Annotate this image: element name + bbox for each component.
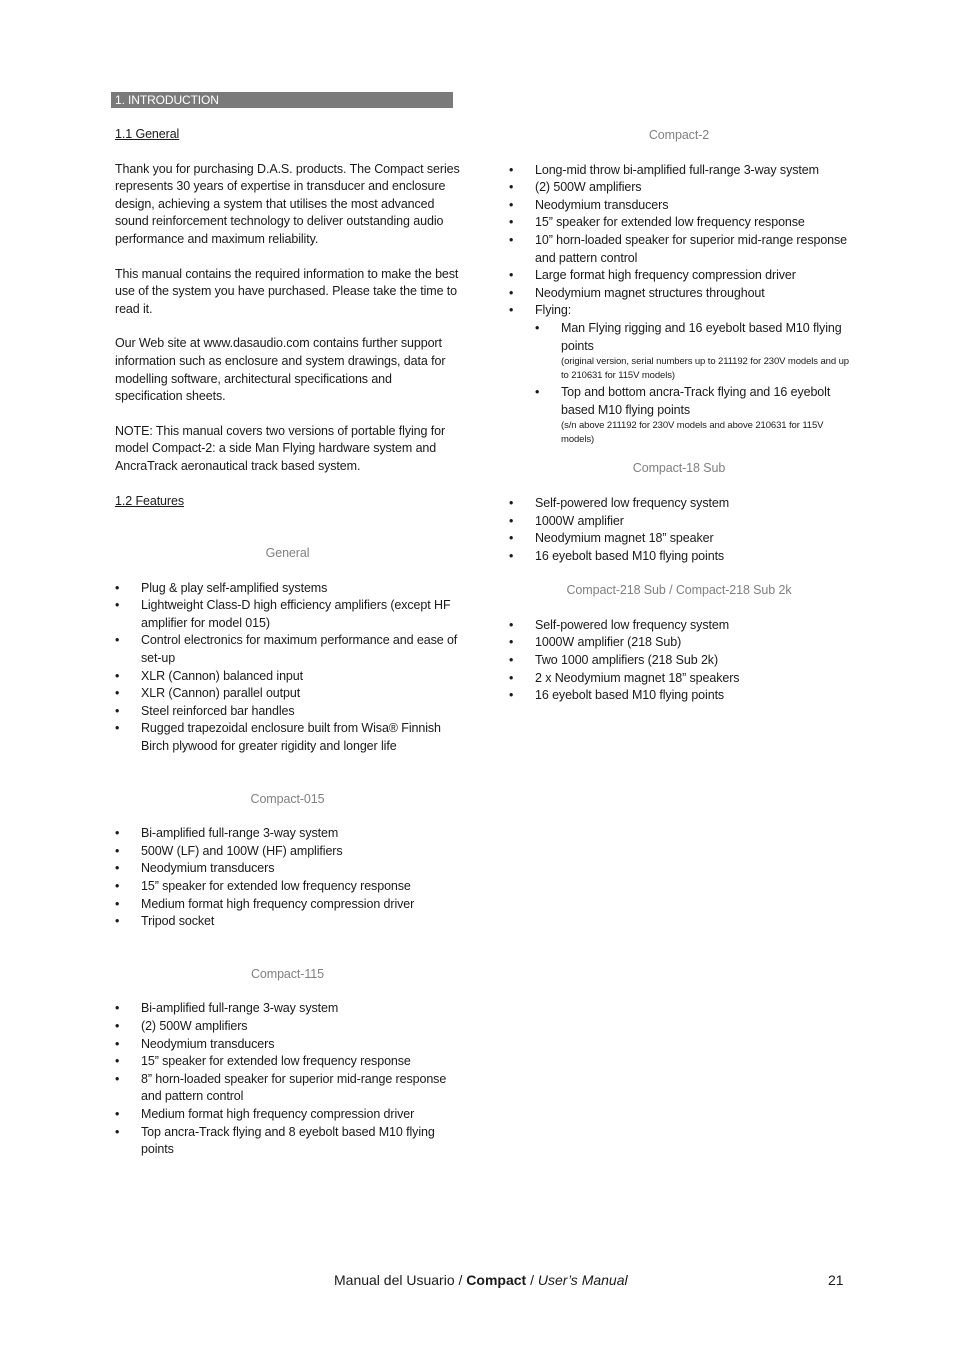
list-item: • XLR (Cannon) balanced input	[115, 668, 460, 686]
group-title-compact-2: Compact-2	[648, 128, 710, 142]
list-item: • Lightweight Class-D high efficiency amplifiers (except HF amplifier for model 015)	[115, 597, 460, 632]
flying-option-text: Man Flying rigging and 16 eyebolt based M10 flying points	[561, 320, 842, 353]
list-item: • Self-powered low frequency system	[509, 495, 849, 513]
list-item: • Neodymium magnet 18” speaker	[509, 530, 849, 548]
website-paragraph: Our Web site at www.dasaudio.com contains further support information such as enclosure and system drawings, data for modelling software, architectural specifications and specification sheets.	[115, 336, 446, 404]
list-item: • Tripod socket	[115, 913, 460, 931]
list-item: • Neodymium magnet structures throughout	[509, 285, 849, 303]
list-item: • 16 eyebolt based M10 flying points	[509, 548, 849, 566]
list-item: • Control electronics for maximum performance and ease of set-up	[115, 632, 460, 667]
list-item: • 8” horn-loaded speaker for superior mid-range response and pattern control	[115, 1071, 460, 1106]
flying-sub-list	[535, 320, 849, 446]
list-item	[535, 320, 849, 382]
list-item: • Medium format high frequency compression driver	[115, 896, 460, 914]
list-item: • 16 eyebolt based M10 flying points	[509, 687, 849, 705]
list-item: • Medium format high frequency compression driver	[115, 1106, 460, 1124]
manual-paragraph: This manual contains the required information to make the best use of the system you have purchased. Please take the time to read it.	[115, 266, 459, 316]
group-title-compact-18-sub: Compact-18 Sub	[632, 461, 726, 476]
list-item: • Self-powered low frequency system	[509, 617, 849, 635]
general-feature-list	[115, 580, 460, 756]
intro-paragraph: Thank you for purchasing D.A.S. products. The Compact series represents 30 years of expertise in transducer and enclosure design, achieving a system that utilises the most advanced sound reinforcement technology to deliver outstanding audio performance and maximum reliability.	[115, 161, 460, 246]
footer-prefix: Manual del Usuario /	[334, 1272, 467, 1288]
list-item: • Bi-amplified full-range 3-way system	[115, 825, 460, 843]
compact-115-feature-list	[115, 1000, 460, 1158]
left-column	[115, 92, 460, 1159]
flying-option-note: (original version, serial numbers up to 211192 for 230V models and up to 210631 for 115V models)	[561, 356, 849, 381]
compact-18-sub-feature-list	[509, 495, 849, 565]
page-number: 21	[828, 1272, 844, 1288]
section-title-bar: 1. INTRODUCTION	[111, 92, 453, 108]
list-item: • (2) 500W amplifiers	[509, 179, 849, 197]
list-item: • 2 x Neodymium magnet 18” speakers	[509, 670, 849, 688]
list-item: • Neodymium transducers	[115, 1036, 460, 1054]
flying-option-text: Top and bottom ancra-Track flying and 16 eyebolt based M10 flying points	[561, 385, 831, 417]
page-footer	[334, 1271, 628, 1289]
list-item: • Long-mid throw bi-amplified full-range 3-way system	[509, 162, 849, 180]
list-item: • Bi-amplified full-range 3-way system	[115, 1000, 460, 1018]
footer-separator: /	[526, 1272, 538, 1288]
list-item: • Top ancra-Track flying and 8 eyebolt based M10 flying points	[115, 1124, 460, 1159]
note-paragraph: NOTE: This manual covers two versions of portable flying for model Compact-2: a side Man Flying hardware system and AncraTrack aeronautical track based system.	[115, 423, 446, 473]
list-item: • Neodymium transducers	[509, 197, 849, 215]
flying-label: Flying:	[535, 303, 572, 318]
list-item	[509, 302, 849, 446]
list-item: • 10” horn-loaded speaker for superior mid-range response and pattern control	[509, 232, 849, 267]
list-item: • 15” speaker for extended low frequency response	[115, 1053, 460, 1071]
flying-option-note: (s/n above 211192 for 230V models and above 210631 for 115V models)	[561, 420, 824, 445]
group-title-general: General	[265, 546, 310, 561]
list-item: • 15” speaker for extended low frequency response	[509, 214, 849, 232]
list-item: • Two 1000 amplifiers (218 Sub 2k)	[509, 652, 849, 670]
right-column	[509, 127, 849, 705]
list-item: • 500W (LF) and 100W (HF) amplifiers	[115, 843, 460, 861]
list-item: • XLR (Cannon) parallel output	[115, 685, 460, 703]
compact-015-feature-list	[115, 825, 460, 931]
list-item: • Rugged trapezoidal enclosure built from Wisa® Finnish Birch plywood for greater rigidity and longer life	[115, 720, 460, 755]
group-title-compact-015: Compact-015	[250, 791, 325, 806]
general-heading: 1.1 General	[115, 127, 180, 141]
footer-brand: Compact	[466, 1272, 527, 1288]
compact-2-feature-list	[509, 162, 849, 447]
footer-suffix: User’s Manual	[537, 1272, 628, 1288]
list-item: • Large format high frequency compression driver	[509, 267, 849, 285]
list-item: • (2) 500W amplifiers	[115, 1018, 460, 1036]
group-title-compact-115: Compact-115	[250, 966, 324, 981]
group-title-compact-218-sub: Compact-218 Sub / Compact-218 Sub 2k	[566, 583, 792, 598]
list-item: • Neodymium transducers	[115, 860, 460, 878]
list-item	[535, 384, 849, 446]
compact-218-sub-feature-list	[509, 617, 849, 705]
list-item: • Plug & play self-amplified systems	[115, 580, 460, 598]
list-item: • 15” speaker for extended low frequency response	[115, 878, 460, 896]
features-heading: 1.2 Features	[115, 493, 184, 508]
list-item: • 1000W amplifier	[509, 513, 849, 531]
list-item: • 1000W amplifier (218 Sub)	[509, 634, 849, 652]
list-item: • Steel reinforced bar handles	[115, 703, 460, 721]
